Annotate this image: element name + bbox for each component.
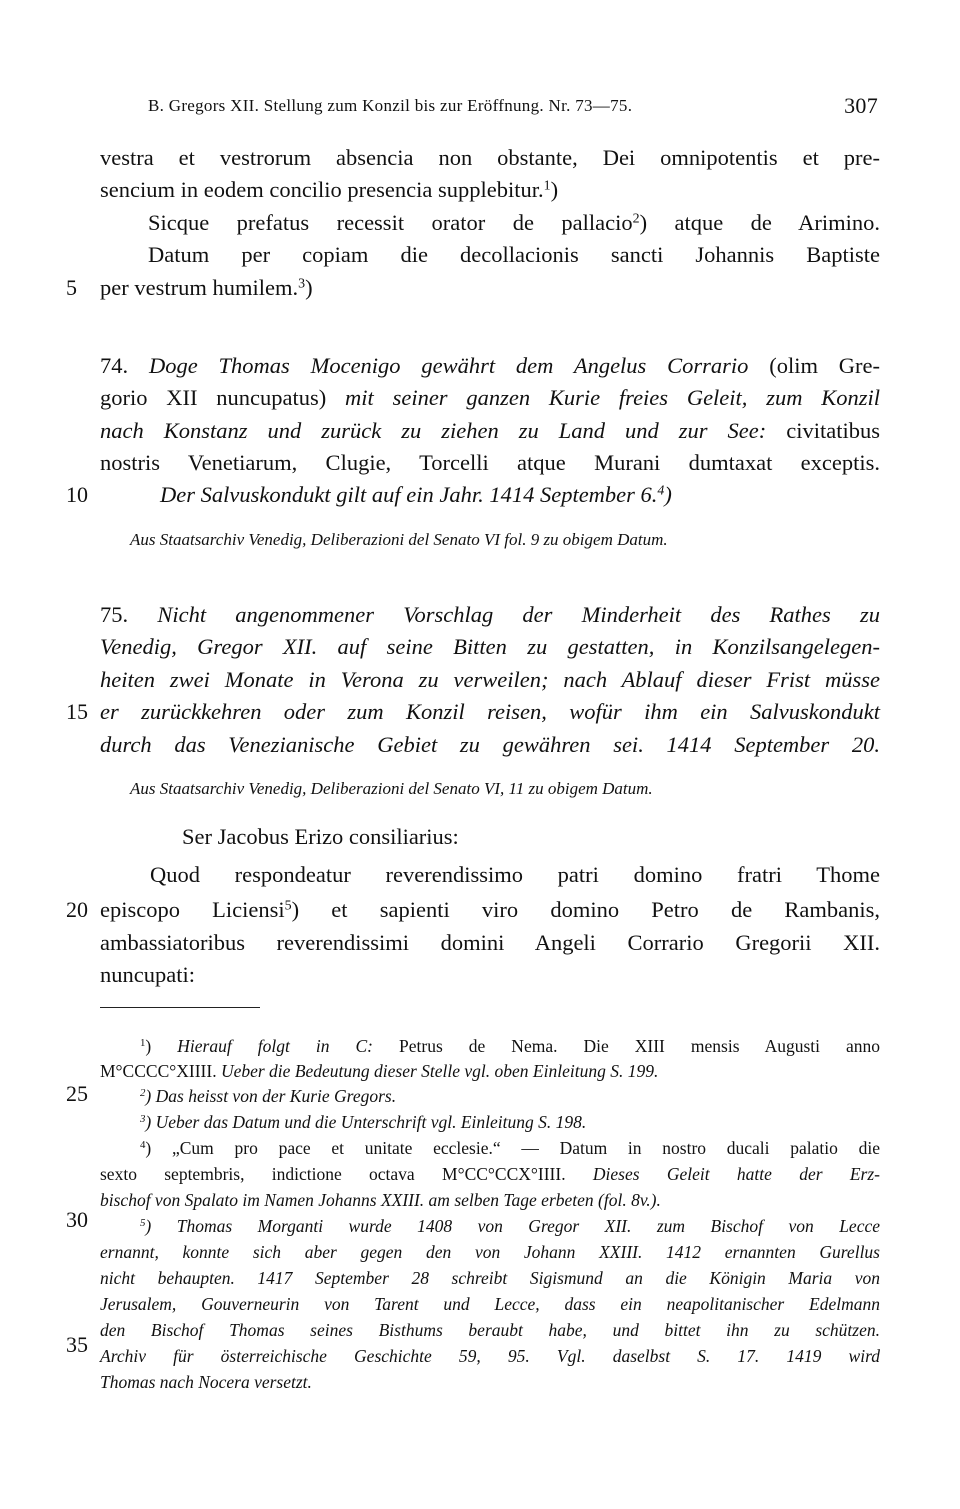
doc75-regest-line: er zurückkehren oder zum Konzil reisen, wofür ihm ein Salvuskondukt (100, 699, 880, 724)
footnote-5-cont: ernannt, konnte sich aber gegen den von Johann XXIII. 1412 ernannten Gurellus (100, 1242, 880, 1262)
body-text-line: ambassiatoribus reverendissimi domini Angeli Corrario Gregorii XII. (100, 930, 880, 955)
body-text-line: per vestrum humilem.$^3$) (100, 275, 313, 300)
footnote-5: $^5$) Thomas Morganti wurde 1408 von Gregor XII. zum Bischof von Lecce (140, 1216, 880, 1236)
body-text-line: vestra et vestrorum absencia non obstante, Dei omnipotentis et pre- (100, 145, 880, 170)
body-text-line: episcopo Liciensi$^5$) et sapienti viro domino Petro de Rambanis, (100, 897, 880, 922)
line-number: 25 (66, 1081, 88, 1106)
line-number: 10 (66, 482, 88, 507)
footnote-separator (100, 1007, 260, 1008)
footnote-ref: 1 (543, 178, 551, 194)
doc75-regest-line: 75. Nicht angenommener Vorschlag der Minderheit des Rathes zu (100, 602, 880, 627)
line-number: 35 (66, 1332, 88, 1357)
doc74-regest-line: gorio XII nuncupatus) mit seiner ganzen Kurie freies Geleit, zum Konzil (100, 385, 880, 410)
line-number: 5 (66, 275, 77, 300)
footnote-ref: 3 (298, 276, 306, 292)
footnote-3: $^3$) Ueber das Datum und die Unterschrift vgl. Einleitung S. 198. (140, 1112, 587, 1132)
page-number: 307 (844, 93, 878, 118)
footnote-ref: 2 (632, 211, 640, 227)
body-text-line: sencium in eodem concilio presencia supplebitur.$^1$) (100, 177, 559, 202)
footnote-5-cont: Archiv für österreichische Geschichte 59, 95. Vgl. daselbst S. 17. 1419 wird (100, 1346, 880, 1366)
body-text-line: Datum per copiam die decollacionis sancti Johannis Baptiste (148, 242, 880, 267)
body-text-line: Quod respondeatur reverendissimo patri domino fratri Thome (150, 862, 880, 887)
doc75-regest-line: Venedig, Gregor XII. auf seine Bitten zu gestatten, in Konzilsangelegen- (100, 634, 880, 659)
doc74-regest-line: nostris Venetiarum, Clugie, Torcelli atque Murani dumtaxat exceptis. (100, 450, 880, 475)
line-number: 15 (66, 699, 88, 724)
doc75-regest-line: heiten zwei Monate in Verona zu verweilen; nach Ablauf dieser Frist müsse (100, 667, 880, 692)
running-header (148, 94, 878, 118)
doc75-source-note: Aus Staatsarchiv Venedig, Deliberazioni del Senato VI, 11 zu obigem Datum. (130, 779, 653, 798)
line-number: 20 (66, 897, 88, 922)
footnote-5-cont: Jerusalem, Gouverneurin von Tarent und Lecce, dass ein neapolitanischer Edelmann (100, 1294, 880, 1314)
doc74-regest-line: nach Konstanz und zurück zu ziehen zu Land und zur See: civitatibus (100, 418, 880, 443)
footnote-ref: 4 (657, 483, 665, 499)
line-number: 30 (66, 1207, 88, 1232)
footnote-5-cont: den Bischof Thomas seines Bisthums beraubt habe, und bittet ihn zu schützen. (100, 1320, 880, 1340)
speaker-line: Ser Jacobus Erizo consiliarius: (182, 824, 459, 849)
body-text-line: nuncupati: (100, 962, 195, 987)
doc75-number: 75. (100, 602, 129, 627)
footnote-4-cont: bischof von Spalato im Namen Johanns XXIII. am selben Tage erbeten (fol. 8v.). (100, 1190, 661, 1210)
footnote-5-cont: nicht behaupten. 1417 September 28 schreibt Sigismund an die Königin Maria von (100, 1268, 880, 1288)
running-title: B. Gregors XII. Stellung zum Konzil bis zur Eröffnung. Nr. 73—75. (148, 96, 633, 115)
footnote-2: $^2$) Das heisst von der Kurie Gregors. (140, 1086, 397, 1106)
footnote-5-cont: Thomas nach Nocera versetzt. (100, 1372, 312, 1392)
doc74-regest-line: Der Salvuskondukt gilt auf ein Jahr. 1414 September 6.$^4$) (160, 482, 672, 507)
footnote-ref: 5 (284, 898, 292, 914)
body-text-line: Sicque prefatus recessit orator de pallacio$^2$) atque de Arimino. (148, 210, 880, 235)
doc74-regest-line: 74. Doge Thomas Mocenigo gewährt dem Angelus Corrario (olim Gre- (100, 353, 881, 378)
footnote-4: $^4$) „Cum pro pace et unitate ecclesie.“ — Datum in nostro ducali palatio die (140, 1138, 880, 1158)
footnote-1: $^1$) Hierauf folgt in C: Petrus de Nema. Die XIII mensis Augusti anno (140, 1036, 881, 1056)
footnote-1-cont: M°CCCC°XIIII. Ueber die Bedeutung dieser Stelle vgl. oben Einleitung S. 199. (100, 1061, 659, 1081)
doc75-regest-line: durch das Venezianische Gebiet zu gewähren sei. 1414 September 20. (100, 732, 880, 757)
doc74-number: 74. (100, 353, 129, 378)
footnote-4-cont: sexto septembris, indictione octava M°CC°CCX°IIII. Dieses Geleit hatte der Erz- (100, 1164, 880, 1184)
doc74-source-note: Aus Staatsarchiv Venedig, Deliberazioni del Senato VI fol. 9 zu obigem Datum. (130, 530, 668, 549)
